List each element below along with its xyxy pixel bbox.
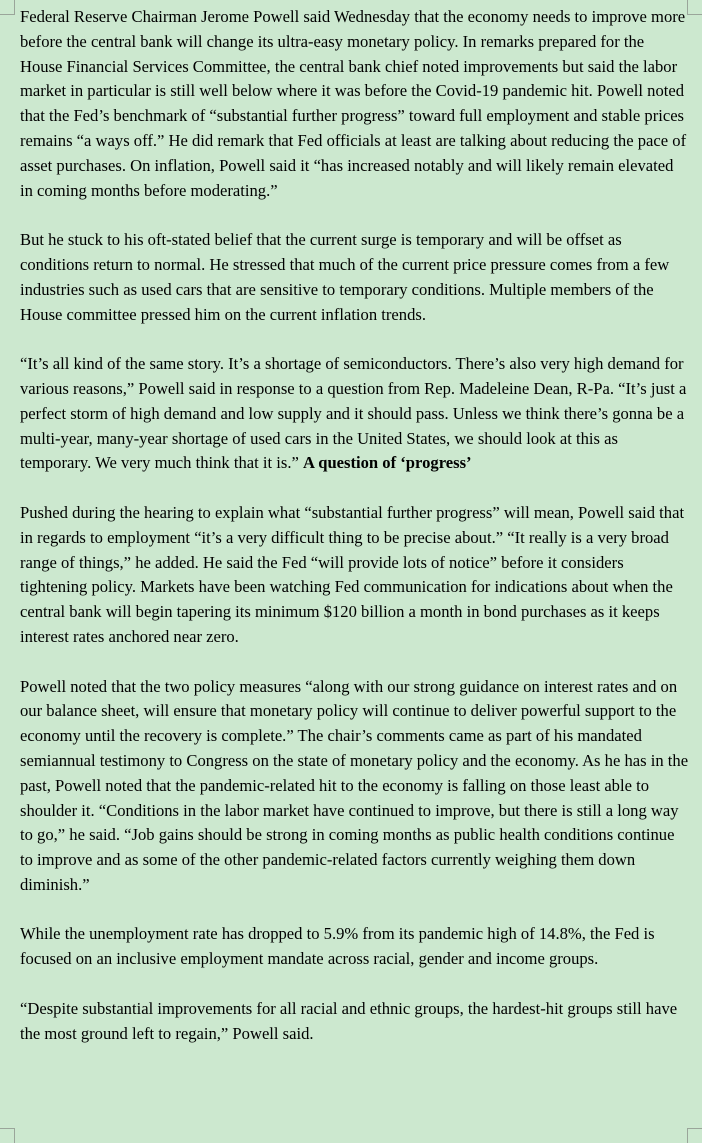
crop-mark-top-left: [0, 0, 15, 15]
crop-mark-bottom-right: [687, 1128, 702, 1143]
section-heading: A question of ‘progress’: [303, 453, 472, 473]
paragraph-5: Powell noted that the two policy measures “along with our strong guidance on interest rates and on our balance sheet, will ensure that monetary policy will continue to deliver powerful support to the economy until the recovery is complete.” The chair’s comments came as part of his mandated semiannual testimony to Congress on the state of monetary policy and the economy. As he has in the past, Powell noted that the pandemic-related hit to the economy is falling on those least able to shoulder it. “Conditions in the labor market have continued to improve, but there is still a long way to go,” he said. “Job gains should be strong in coming months as public health conditions continue to improve and as some of the other pandemic-related factors currently weighing them down diminish.”: [20, 676, 689, 894]
crop-mark-bottom-left: [0, 1128, 15, 1143]
paragraph-2: But he stuck to his oft-stated belief that the current surge is temporary and will be offset as conditions return to normal. He stressed that much of the current price pressure comes from a few industries such as used cars that are sensitive to temporary conditions. Multiple members of the House committee pressed him on the current inflation trends.: [20, 230, 670, 324]
paragraph-3-text: “It’s all kind of the same story. It’s a shortage of semiconductors. There’s also very high demand for various reasons,” Powell said in response to a question from Rep. Madeleine Dean, R-Pa. “It’s just a perfect storm of high demand and low supply and it should pass. Unless we think there’s gonna be a multi-year, many-year shortage of used cars in the United States, we should look at this as temporary. We very much think that it is.”: [20, 354, 687, 473]
document-body: [20, 5, 690, 1046]
paragraph-7: “Despite substantial improvements for all racial and ethnic groups, the hardest-hit groups still have the most ground left to regain,” Powell said.: [20, 998, 678, 1043]
paragraph-4: Pushed during the hearing to explain what “substantial further progress” will mean, Powell said that in regards to employment “it’s a very difficult thing to be precise about.” “It really is a very broad range of things,” he added. He said the Fed “will provide lots of notice” before it considers tightening policy. Markets have been watching Fed communication for indications about when the central bank will begin tapering its minimum $120 billion a month in bond purchases as it keeps interest rates anchored near zero.: [20, 502, 685, 646]
paragraph-3: [20, 352, 690, 476]
paragraph-6: While the unemployment rate has dropped to 5.9% from its pandemic high of 14.8%, the Fed is focused on an inclusive employment mandate across racial, gender and income groups.: [20, 924, 655, 969]
paragraph-1: Federal Reserve Chairman Jerome Powell said Wednesday that the economy needs to improve more before the central bank will change its ultra-easy monetary policy. In remarks prepared for the House Financial Services Committee, the central bank chief noted improvements but said the labor market in particular is still well below where it was before the Covid-19 pandemic hit. Powell noted that the Fed’s benchmark of “substantial further progress” toward full employment and stable prices remains “a ways off.” He did remark that Fed officials at least are talking about reducing the pace of asset purchases. On inflation, Powell said it “has increased notably and will likely remain elevated in coming months before moderating.”: [20, 7, 687, 200]
